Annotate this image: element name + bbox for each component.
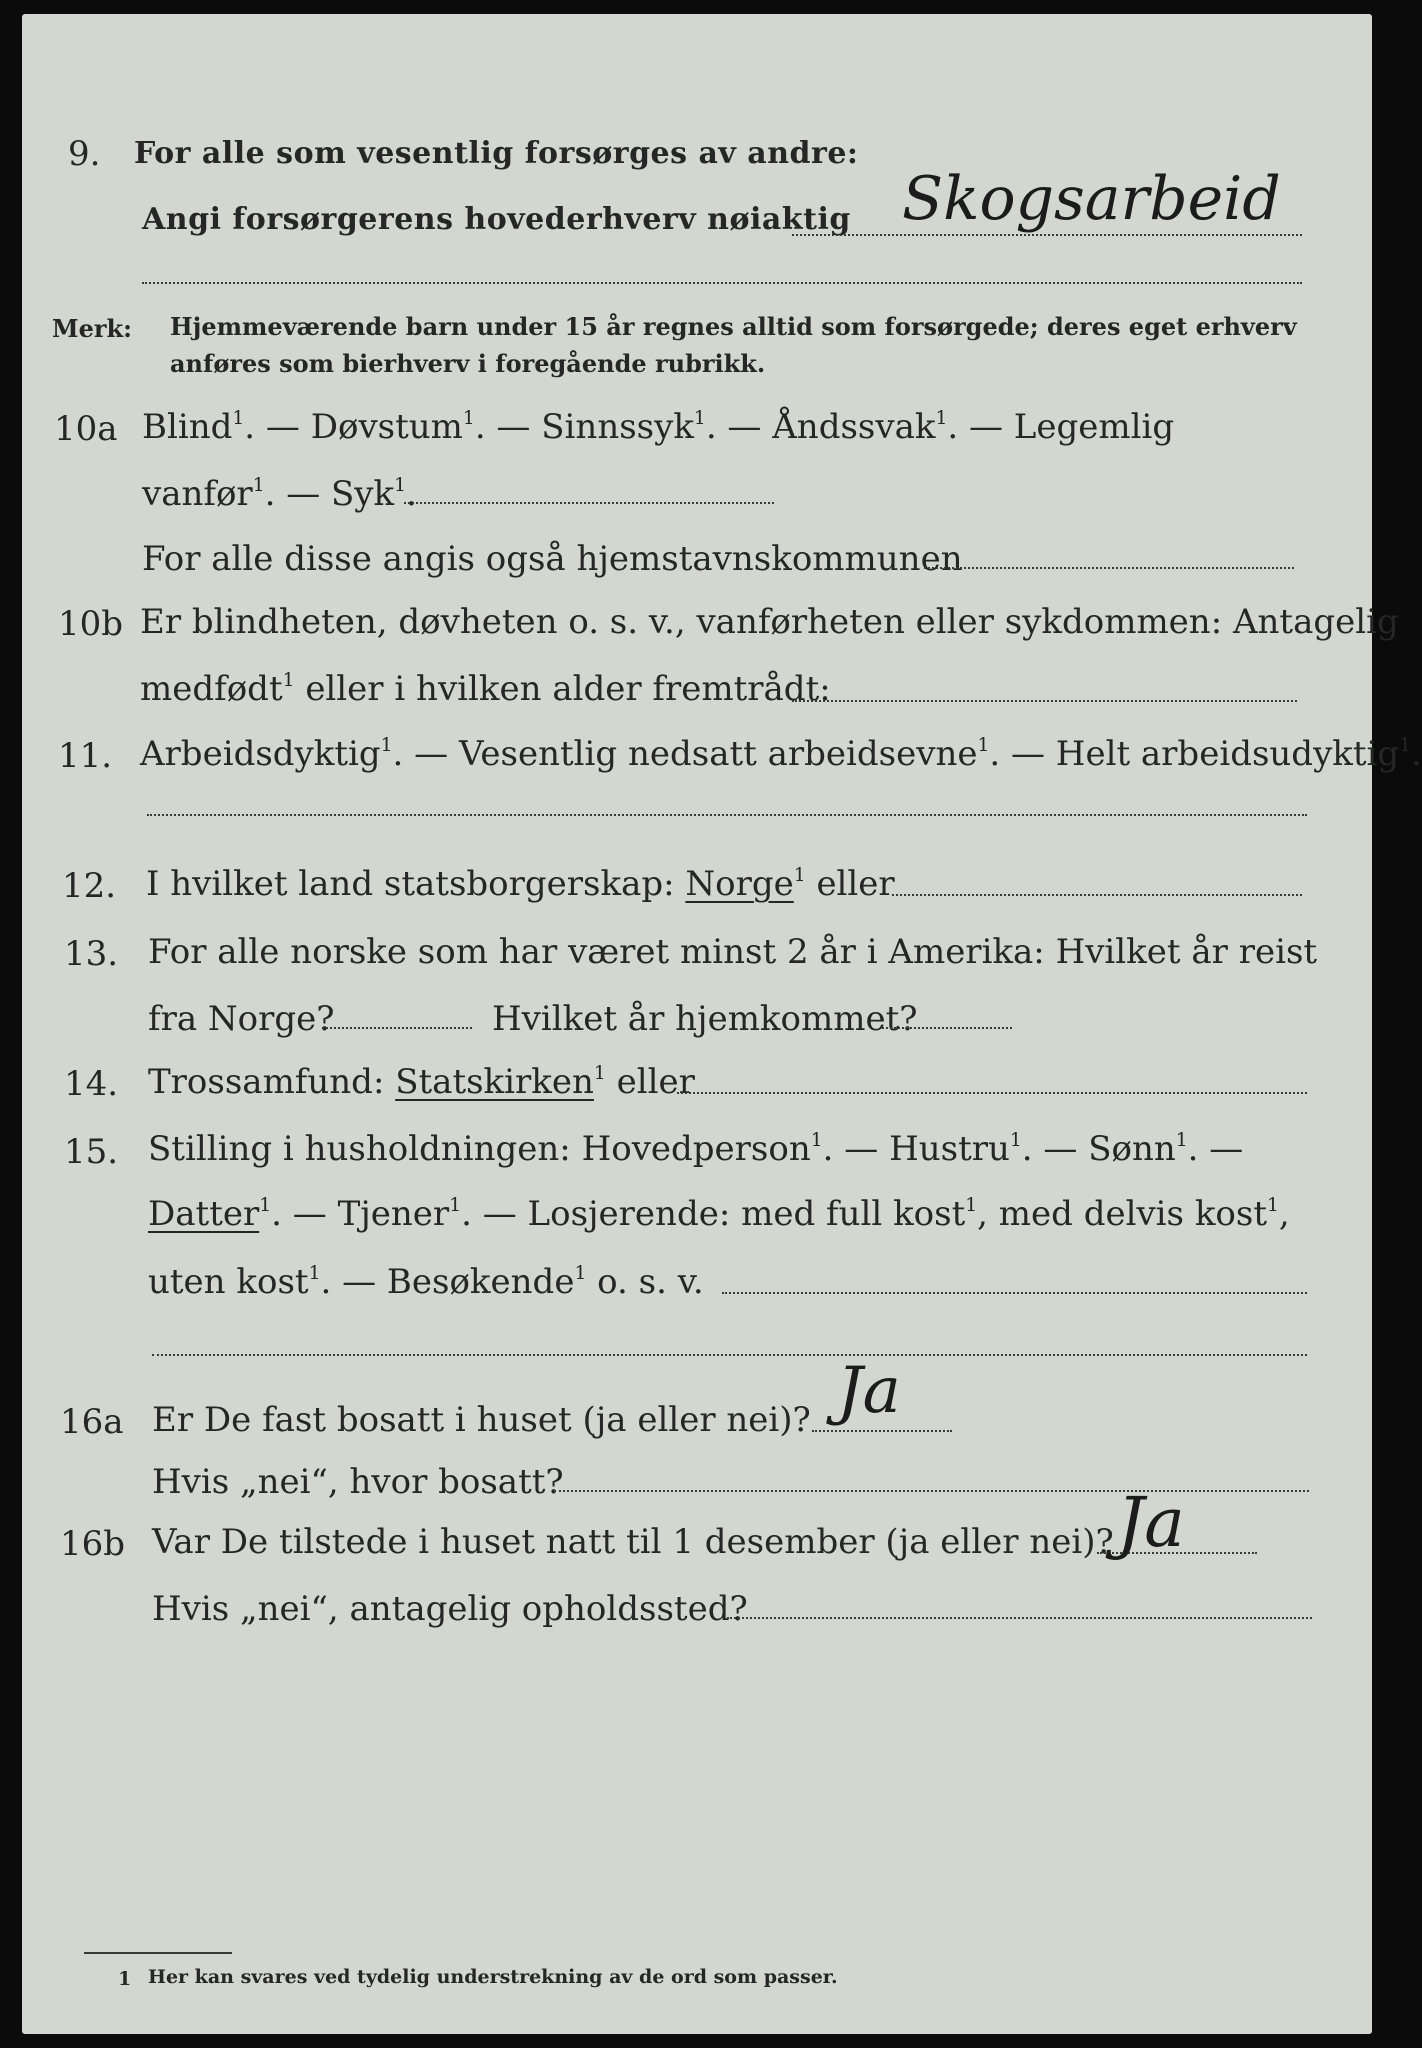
q9-line1: For alle som vesentlig forsørges av andre:	[134, 136, 859, 171]
q10b-answer-line	[792, 700, 1297, 702]
q14-line: Trossamfund: Statskirken$^1$ eller	[148, 1062, 695, 1102]
footnote-text: Her kan svares ved tydelig understrekning av de ord som passer.	[148, 1966, 838, 1988]
q9-number: 9.	[68, 134, 101, 174]
q10b-line2: medfødt$^1$ eller i hvilken alder fremtrådt:	[140, 669, 831, 709]
q13-number: 13.	[64, 934, 119, 974]
q16b-line2: Hvis „nei“, antagelig opholdssted?	[152, 1589, 748, 1629]
q16a-handwritten-answer: Ja	[837, 1354, 901, 1428]
q10b-line1: Er blindheten, døvheten o. s. v., vanførheten eller sykdommen: Antagelig	[140, 602, 1399, 642]
q16b-opholdssted-line	[727, 1617, 1312, 1619]
q9-line2: Angi forsørgerens hovederhverv nøiaktig	[142, 202, 851, 237]
q15-answer-line	[722, 1292, 1307, 1294]
q11-number: 11.	[58, 736, 113, 776]
q12-answer-line	[892, 894, 1302, 896]
q12-number: 12.	[62, 866, 117, 906]
q16a-bosatt-line	[554, 1490, 1309, 1492]
q15-number: 15.	[64, 1132, 119, 1172]
footnote-mark: 1	[118, 1968, 132, 1990]
q9-answer-line	[792, 234, 1302, 236]
q13-hjemkommet: Hvilket år hjemkommet?	[492, 999, 918, 1039]
q16b-line1: Var De tilstede i huset natt til 1 desember (ja eller nei)?	[152, 1522, 1114, 1562]
q10a-line2: vanfør$^1$. — Syk$^1$.	[142, 474, 417, 514]
q10a-line1: Blind$^1$. — Døvstum$^1$. — Sinnssyk$^1$. — Åndssvak$^1$. — Legemlig	[142, 407, 1175, 447]
q13-fra-line	[322, 1027, 472, 1029]
q14-answer-line	[677, 1092, 1307, 1094]
census-form-page	[22, 14, 1422, 2034]
q16a-line2: Hvis „nei“, hvor bosatt?	[152, 1462, 564, 1502]
q16b-handwritten-answer: Ja	[1117, 1484, 1185, 1563]
q16b-number: 16b	[60, 1524, 126, 1564]
q11-line1: Arbeidsdyktig$^1$. — Vesentlig nedsatt arbeidsevne$^1$. — Helt arbeidsudyktig$^1$.	[140, 734, 1422, 774]
q12-line: I hvilket land statsborgerskap: Norge$^1$ eller	[146, 864, 895, 904]
q10a-syk-line	[404, 502, 774, 504]
q10a-number: 10a	[54, 409, 118, 449]
q13-hjem-line	[882, 1027, 1012, 1029]
q16a-line1: Er De fast bosatt i huset (ja eller nei)?	[152, 1400, 811, 1440]
q10a-kommune-line	[924, 567, 1294, 569]
q15-line1: Stilling i husholdningen: Hovedperson$^1$. — Hustru$^1$. — Sønn$^1$. —	[148, 1129, 1244, 1169]
q16a-number: 16a	[60, 1402, 124, 1442]
q9-handwritten-answer: Skogsarbeid	[902, 164, 1281, 234]
q13-fra-norge: fra Norge?	[148, 999, 335, 1039]
q10a-line3: For alle disse angis også hjemstavnskommunen	[142, 539, 963, 579]
q16a-answer-line	[812, 1430, 952, 1432]
merk-label: Merk:	[52, 314, 132, 343]
q10b-number: 10b	[58, 604, 124, 644]
q15-line3: uten kost$^1$. — Besøkende$^1$ o. s. v.	[148, 1262, 704, 1302]
footnote-rule	[84, 1952, 232, 1954]
q14-number: 14.	[64, 1064, 119, 1104]
q15-line2: Datter$^1$. — Tjener$^1$. — Losjerende: med full kost$^1$, med delvis kost$^1$,	[148, 1194, 1290, 1234]
q15-blank-line	[152, 1354, 1307, 1356]
q11-blank-line	[147, 814, 1307, 816]
merk-line1: Hjemmeværende barn under 15 år regnes alltid som forsørgede; deres eget erhverv	[170, 312, 1297, 341]
merk-line2: anføres som bierhverv i foregående rubrikk.	[170, 349, 766, 378]
q9-blank-line	[142, 282, 1302, 284]
q13-line1: For alle norske som har været minst 2 år i Amerika: Hvilket år reist	[148, 932, 1318, 972]
